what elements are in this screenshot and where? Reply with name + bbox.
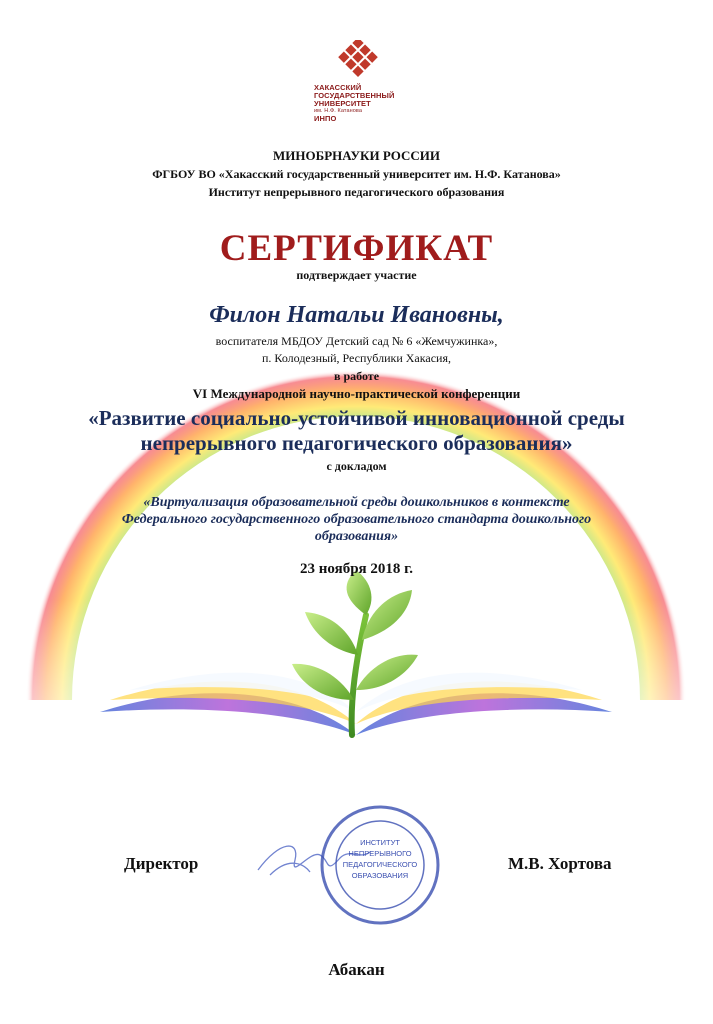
with-report-label: с докладом [326,459,387,473]
logo-line-5: ИНПО [314,114,337,123]
report-topic-line-2: Федерального государственного образовательного стандарта дошкольного [121,512,592,527]
logo-line-4: им. Н.Ф. Катанова [314,108,363,114]
official-stamp [250,800,470,930]
certificate-date: 23 ноября 2018 г. [299,561,414,577]
logo-line-3: УНИВЕРСИТЕТ [314,99,371,108]
report-topic [0,494,713,545]
conference-title-line-1: «Развитие социально-устойчивой инновационной среды [88,406,625,430]
stamp-line-2: НЕПРЕРЫВНОГО [348,849,412,858]
recipient-location: п. Колодезный, Республики Хакасия, [262,351,451,365]
director-name: М.В. Хортова [508,854,612,873]
institute-heading: Институт непрерывного педагогического образования [208,185,505,199]
certificate-subtitle: подтверждает участие [296,268,417,282]
recipient-name: Филон Натальи Ивановны, [209,302,504,328]
ministry-heading: МИНОБРНАУКИ РОССИИ [273,148,440,163]
stamp-line-1: ИНСТИТУТ [360,838,400,847]
director-label: Директор [124,854,199,873]
stamp-line-4: ОБРАЗОВАНИЯ [351,871,409,880]
conference-title [0,406,713,456]
city-label: Абакан [328,960,385,979]
recipient-position: воспитателя МБДОУ Детский сад № 6 «Жемчужинка», [215,334,498,348]
in-work-label: в работе [333,369,380,383]
university-logo-text [314,84,394,123]
certificate-title: СЕРТИФИКАТ [219,228,494,269]
logo-line-1: ХАКАССКИЙ [314,83,362,92]
stamp-line-3: ПЕДАГОГИЧЕСКОГО [342,860,418,869]
university-heading: ФГБОУ ВО «Хакасский государственный университет им. Н.Ф. Катанова» [152,167,561,181]
report-topic-line-1: «Виртуализация образовательной среды дошкольников в контексте [143,495,570,510]
report-topic-line-3: образования» [314,529,399,544]
logo-line-2: ГОСУДАРСТВЕННЫЙ [314,91,395,100]
conference-name: VI Международной научно-практической конференции [192,386,521,401]
conference-title-line-2: непрерывного педагогического образования» [140,431,573,455]
